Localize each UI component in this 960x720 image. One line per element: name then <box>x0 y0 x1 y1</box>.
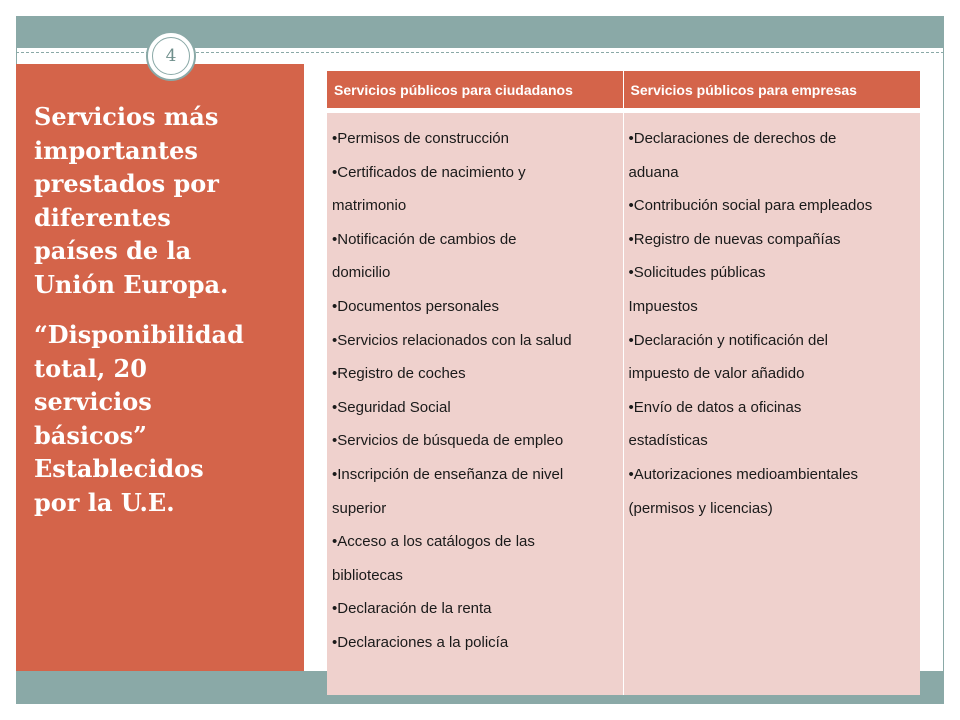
list-item: •Notificación de cambios de <box>332 230 517 248</box>
table-header-row <box>327 71 920 111</box>
list-item: (permisos y licencias) <box>628 499 773 517</box>
list-item: •Registro de coches <box>332 365 466 383</box>
list-item: impuesto de valor añadido <box>628 365 805 383</box>
list-item: •Servicios relacionados con la salud <box>332 331 572 349</box>
companies-list <box>629 122 916 525</box>
header-companies: Servicios públicos para empresas <box>623 71 920 111</box>
list-item: •Envío de datos a oficinas <box>628 398 802 416</box>
title-line: diferentes <box>34 202 171 232</box>
list-item: aduana <box>628 163 679 181</box>
list-item: •Documentos personales <box>332 297 500 315</box>
list-item: •Contribución social para empleados <box>628 197 873 215</box>
title-line: importantes <box>34 135 198 165</box>
table-row <box>327 111 920 695</box>
quote-line: básicos” <box>34 420 147 450</box>
quote-line: total, 20 <box>34 353 147 383</box>
list-item: superior <box>332 499 387 517</box>
title-line: Unión Europa. <box>34 269 229 299</box>
list-item: •Declaraciones a la policía <box>332 633 509 651</box>
citizens-cell <box>327 111 623 695</box>
list-item: •Servicios de búsqueda de empleo <box>332 432 564 450</box>
list-item: •Certificados de nacimiento y <box>332 163 526 181</box>
services-table <box>327 71 920 695</box>
quote-line: por la U.E. <box>34 487 175 517</box>
list-item: •Declaración y notificación del <box>628 331 829 349</box>
title-line: prestados por <box>34 169 219 198</box>
citizens-list <box>332 122 618 660</box>
list-item: •Seguridad Social <box>332 398 451 416</box>
list-item: •Inscripción de enseñanza de nivel <box>332 465 564 483</box>
page-number-badge <box>146 31 196 81</box>
list-item: bibliotecas <box>332 566 403 584</box>
list-item: •Declaraciones de derechos de <box>628 130 837 147</box>
quote-line: servicios <box>34 387 152 416</box>
title-line: países de la <box>34 236 192 265</box>
quote-line: Establecidos <box>34 454 204 483</box>
quote-line: “Disponibilidad <box>34 320 244 349</box>
list-item: •Registro de nuevas compañías <box>628 230 841 248</box>
companies-cell <box>623 111 920 695</box>
title-line: Servicios más <box>34 102 219 131</box>
list-item: •Acceso a los catálogos de las <box>332 533 535 551</box>
list-item: estadísticas <box>628 432 708 450</box>
slide-title <box>34 100 296 519</box>
list-item: •Permisos de construcción <box>332 130 509 147</box>
page-number: 4 <box>165 46 177 66</box>
list-item: •Declaración de la renta <box>332 600 492 618</box>
list-item: domicilio <box>332 264 391 282</box>
header-citizens: Servicios públicos para ciudadanos <box>327 71 623 111</box>
list-item: matrimonio <box>332 197 407 215</box>
list-item: •Autorizaciones medioambientales <box>628 465 859 483</box>
list-item: •Solicitudes públicas <box>628 264 766 282</box>
list-item: Impuestos <box>628 297 698 315</box>
